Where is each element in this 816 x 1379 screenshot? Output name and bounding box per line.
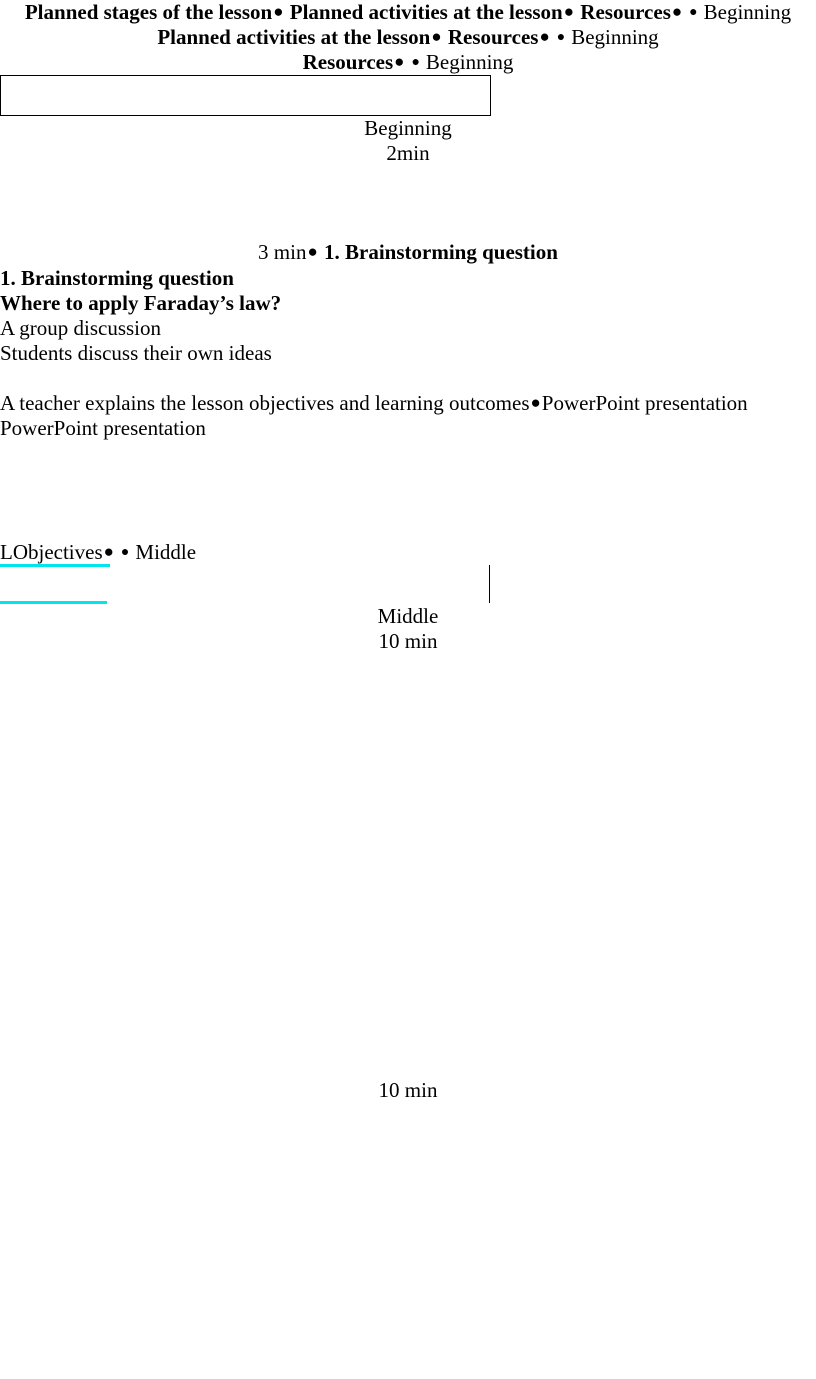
header-row-3 [0,50,816,75]
bullet-icon: ● [530,393,541,412]
bullet-icon: ● [273,2,284,21]
brainstorm-heading-inline: 1. Brainstorming question [324,240,558,264]
header-resources: Resources [580,0,671,24]
explain-resource: PowerPoint presentation [541,391,748,415]
header-row-2 [0,25,816,50]
bullet-icon: ● [103,542,114,561]
table-border [489,565,490,603]
brainstorm-note: Students discuss their own ideas [0,341,272,365]
header-row-1 [0,0,816,25]
brainstorm-row [0,240,816,265]
small-bullet-icon: ● [120,545,130,560]
beginning-label: Beginning [364,116,452,140]
explain-text: A teacher explains the lesson objectives and learning outcomes [0,391,530,415]
bullet-icon: ● [539,27,550,46]
header-resources: Resources [302,50,394,74]
middle-label: Middle [377,604,439,628]
small-bullet-icon: ● [556,30,566,45]
brainstorm-question: Where to apply Faraday’s law? [0,291,282,315]
bullet-icon: ● [563,2,575,21]
beginning-duration: 2min [386,141,430,165]
header-stages: Planned stages of the lesson [24,0,273,24]
header-activities: Planned activities at the lesson [289,0,563,24]
header-beginning: Beginning [425,50,514,74]
header-beginning: Beginning [571,25,659,49]
cyan-underline [0,564,110,567]
middle-duration: 10 min [378,629,438,653]
bullet-icon: ● [431,27,442,46]
objectives-link[interactable]: LObjectives [0,540,103,564]
explain-row [0,391,748,416]
bullet-icon: ● [671,2,683,21]
small-bullet-icon: ● [689,5,698,20]
brainstorm-heading: 1. Brainstorming question [0,266,234,290]
brainstorm-activity: A group discussion [0,316,162,340]
small-bullet-icon: ● [411,55,420,70]
objectives-stage: Middle [135,540,197,564]
bullet-icon: ● [307,242,318,261]
brainstorm-duration: 3 min [258,240,307,264]
footer-duration: 10 min [378,1078,438,1102]
header-beginning: Beginning [703,0,792,24]
empty-table-cell [0,75,491,116]
bullet-icon: ● [394,52,405,71]
header-resources: Resources [447,25,539,49]
objectives-row [0,540,196,565]
resource-line: PowerPoint presentation [0,416,206,440]
header-activities: Planned activities at the lesson [157,25,431,49]
